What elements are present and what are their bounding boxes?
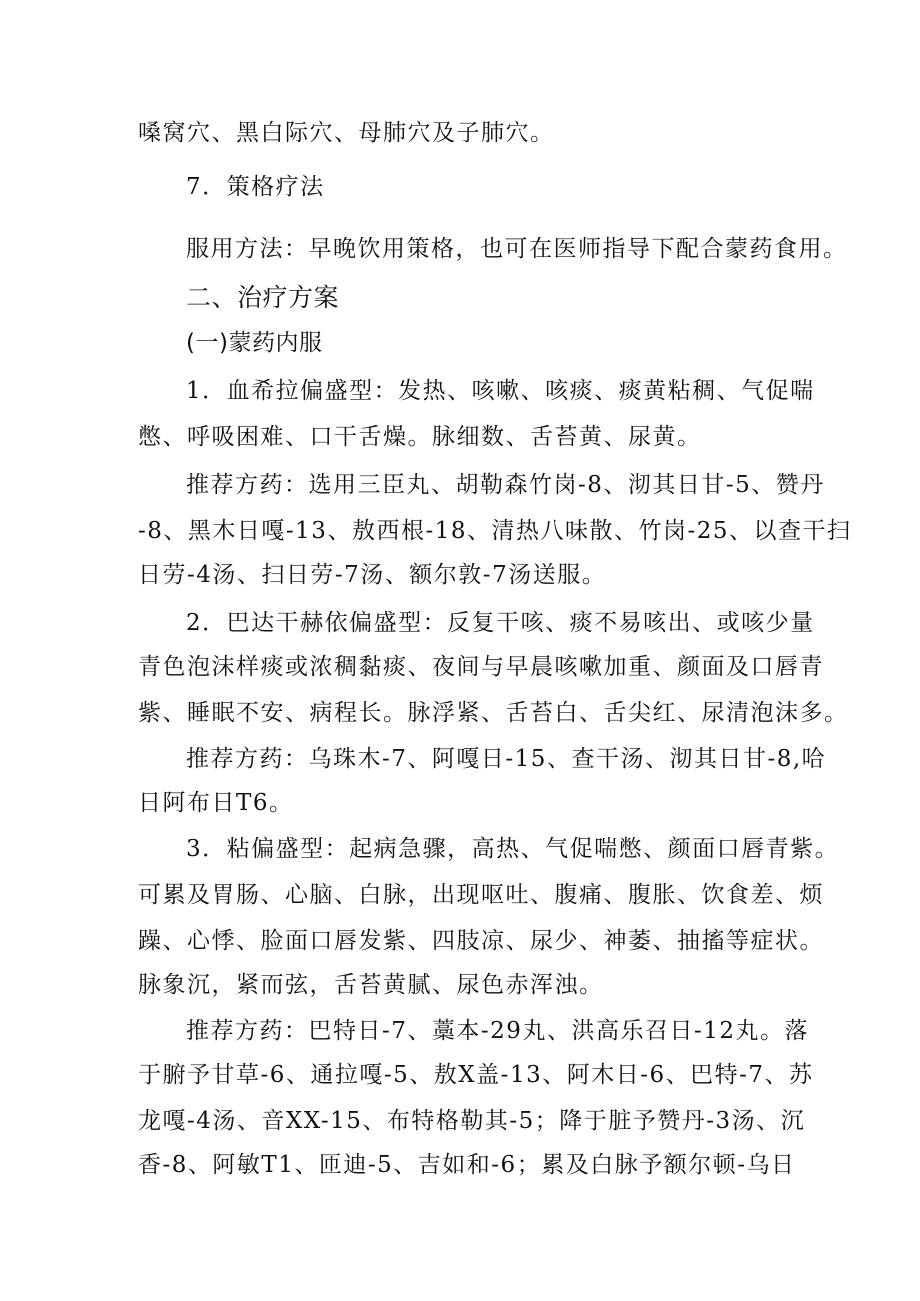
text-line: 香-8、阿敏T1、匝迪-5、吉如和-6；累及白脉予额尔顿-乌日: [138, 1152, 796, 1178]
text-line: -8、黑木日嘎-13、敖西根-18、清热八味散、竹岗-25、以查干扫: [138, 518, 852, 544]
text-line: 龙嘎-4汤、音XX-15、布特格勒其-5；降于脏予赞丹-3汤、沉: [138, 1108, 806, 1134]
text-line: 躁、心悸、脸面口唇发紫、四肢凉、尿少、神萎、抽搐等症状。: [138, 928, 824, 954]
text-line: 紫、睡眠不安、病程长。脉浮紧、舌苔白、舌尖红、尿清泡沫多。: [138, 700, 849, 726]
text-line: 日劳-4汤、扫日劳-7汤、额尔敦-7汤送服。: [138, 562, 607, 588]
subsection-heading-1: (一)蒙药内服: [186, 330, 323, 356]
text-line: 2．巴达干赫依偏盛型：反复干咳、痰不易咳出、或咳少量: [186, 610, 815, 636]
text-line: 青色泡沫样痰或浓稠黏痰、夜间与早晨咳嗽加重、颜面及口唇青: [138, 654, 824, 680]
text-line: 推荐方药：选用三臣丸、胡勒森竹岗-8、沏其日甘-5、赞丹: [186, 472, 825, 498]
text-line: 推荐方药：巴特日-7、藁本-29丸、洪高乐召日-12丸。落: [186, 1018, 809, 1044]
text-line: 1．血希拉偏盛型：发热、咳嗽、咳痰、痰黄粘稠、气促喘: [186, 378, 815, 404]
text-line: 服用方法：早晚饮用策格，也可在医师指导下配合蒙药食用。: [186, 236, 848, 262]
text-line: 憋、呼吸困难、口干舌燥。脉细数、舌苔黄、尿黄。: [138, 424, 702, 450]
section-heading-2: 二、治疗方案: [186, 283, 340, 312]
text-line: 推荐方药：乌珠木-7、阿嘎日-15、查干汤、沏其日甘-8,哈: [186, 746, 827, 772]
text-line: 嗓窝穴、黑白际穴、母肺穴及子肺穴。: [138, 120, 555, 146]
text-line: 脉象沉，紧而弦，舌苔黄腻、尿色赤浑浊。: [138, 972, 604, 998]
text-line: 于腑予甘草-6、通拉嘎-5、敖X盖-13、阿木日-6、巴特-7、苏: [138, 1062, 814, 1088]
text-line: 日阿布日T6。: [138, 790, 294, 816]
text-line: 3．粘偏盛型：起病急骤，高热、气促喘憋、颜面口唇青紫。: [186, 836, 840, 862]
text-line: 可累及胃肠、心脑、白脉，出现呕吐、腹痛、腹胀、饮食差、烦: [138, 882, 824, 908]
section-title-7: 7．策格疗法: [186, 174, 325, 200]
